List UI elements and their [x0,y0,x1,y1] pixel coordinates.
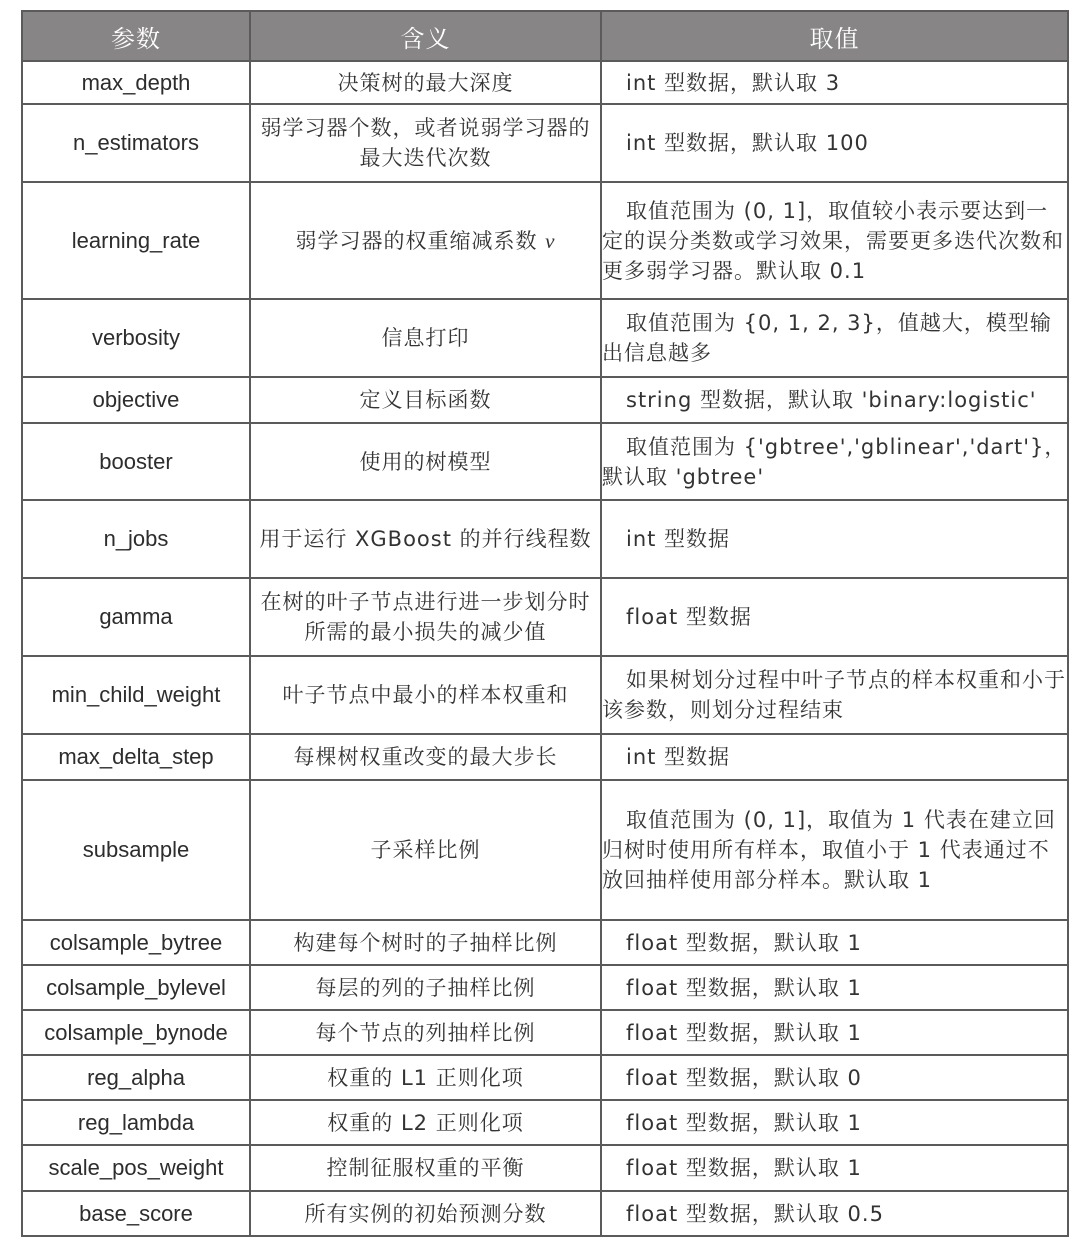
table-row-n-jobs [22,500,1068,578]
param-value [601,656,1068,734]
param-value-text: float 型数据，默认取 0.5 [626,1201,884,1226]
table-row-objective [22,377,1068,423]
table-row-min-child-weight [22,656,1068,734]
param-meaning: 每棵树权重改变的最大步长 [250,734,601,780]
param-value-text: int 型数据 [626,745,731,769]
param-value [601,734,1068,780]
param-value-text: 取值范围为 {0, 1, 2, 3}，值越大，模型输出信息越多 [602,311,1052,365]
param-name: min_child_weight [22,656,250,734]
param-name: verbosity [22,299,250,377]
param-value [601,182,1068,299]
xgboost-parameter-table [21,10,1069,1237]
param-value [601,1145,1068,1191]
param-name: n_estimators [22,104,250,182]
table-row-max-depth [22,61,1068,104]
param-value [601,780,1068,920]
param-meaning: 所有实例的初始预测分数 [250,1191,601,1236]
table-row-scale-pos-weight [22,1145,1068,1191]
table-row-subsample [22,780,1068,920]
param-meaning: 构建每个树时的子抽样比例 [250,920,601,965]
param-value [601,1100,1068,1145]
param-meaning: 决策树的最大深度 [250,61,601,104]
table-row-colsample-bytree [22,920,1068,965]
param-meaning: 用于运行 XGBoost 的并行线程数 [250,500,601,578]
table-row-verbosity [22,299,1068,377]
param-meaning: 每层的列的子抽样比例 [250,965,601,1010]
param-value-text: int 型数据 [626,527,731,551]
param-meaning: 每个节点的列抽样比例 [250,1010,601,1055]
param-meaning: 弱学习器个数，或者说弱学习器的最大迭代次数 [250,104,601,182]
param-name: gamma [22,578,250,656]
param-meaning: 控制征服权重的平衡 [250,1145,601,1191]
table-row-booster [22,423,1068,500]
param-value [601,423,1068,500]
symbol-v: v [545,228,556,253]
param-name: learning_rate [22,182,250,299]
param-meaning: 权重的 L1 正则化项 [250,1055,601,1100]
table-row-max-delta-step [22,734,1068,780]
param-value-text: float 型数据，默认取 1 [626,975,862,1000]
param-value-text: float 型数据，默认取 0 [626,1065,862,1090]
param-value [601,965,1068,1010]
table-header-row [22,11,1068,61]
param-name: scale_pos_weight [22,1145,250,1191]
param-name: colsample_bylevel [22,965,250,1010]
param-value-text: 取值范围为 {'gbtree','gblinear','dart'}，默认取 'gbtree' [602,434,1067,489]
param-meaning: 权重的 L2 正则化项 [250,1100,601,1145]
param-value-text: 如果树划分过程中叶子节点的样本权重和小于该参数，则划分过程结束 [602,668,1066,722]
header-value: 取值 [601,11,1068,61]
param-name: objective [22,377,250,423]
param-value-text: 取值范围为 (0, 1]，取值为 1 代表在建立回归树时使用所有样本，取值小于 1 代表通过不放回抽样使用部分样本。默认取 1 [602,808,1056,892]
param-name: n_jobs [22,500,250,578]
param-value-text: float 型数据，默认取 1 [626,1156,862,1180]
param-name: reg_alpha [22,1055,250,1100]
param-name: colsample_bynode [22,1010,250,1055]
param-value [601,1191,1068,1236]
param-meaning: 定义目标函数 [250,377,601,423]
param-value [601,299,1068,377]
param-name: reg_lambda [22,1100,250,1145]
param-meaning: 弱学习器的权重缩减系数 v [250,182,601,299]
table-row-gamma [22,578,1068,656]
param-name: colsample_bytree [22,920,250,965]
param-value [601,61,1068,104]
param-value-text: int 型数据，默认取 100 [626,131,869,155]
table-row-reg-alpha [22,1055,1068,1100]
param-value-text: string 型数据，默认取 'binary:logistic' [626,388,1037,412]
table-row-colsample-bynode [22,1010,1068,1055]
param-meaning: 叶子节点中最小的样本权重和 [250,656,601,734]
table-row-base-score [22,1191,1068,1236]
param-value [601,500,1068,578]
param-value [601,1055,1068,1100]
table-row-learning-rate [22,182,1068,299]
param-meaning: 在树的叶子节点进行进一步划分时所需的最小损失的减少值 [250,578,601,656]
param-meaning: 信息打印 [250,299,601,377]
param-value-text: int 型数据，默认取 3 [626,70,841,95]
param-value-text: 取值范围为 (0, 1]，取值较小表示要达到一定的误分类数或学习效果，需要更多迭代次数和更多弱学习器。默认取 0.1 [602,198,1064,283]
param-meaning: 使用的树模型 [250,423,601,500]
param-name: subsample [22,780,250,920]
param-value [601,104,1068,182]
table-row-reg-lambda [22,1100,1068,1145]
param-value-text: float 型数据，默认取 1 [626,1110,862,1135]
param-value [601,1010,1068,1055]
param-meaning: 子采样比例 [250,780,601,920]
param-value [601,377,1068,423]
param-name: booster [22,423,250,500]
param-value-text: float 型数据 [626,605,752,629]
param-value [601,578,1068,656]
param-name: max_depth [22,61,250,104]
param-name: base_score [22,1191,250,1236]
header-parameter: 参数 [22,11,250,61]
param-value [601,920,1068,965]
header-meaning: 含义 [250,11,601,61]
param-value-text: float 型数据，默认取 1 [626,1020,862,1045]
param-name: max_delta_step [22,734,250,780]
table-row-n-estimators [22,104,1068,182]
param-value-text: float 型数据，默认取 1 [626,930,862,955]
table-row-colsample-bylevel [22,965,1068,1010]
